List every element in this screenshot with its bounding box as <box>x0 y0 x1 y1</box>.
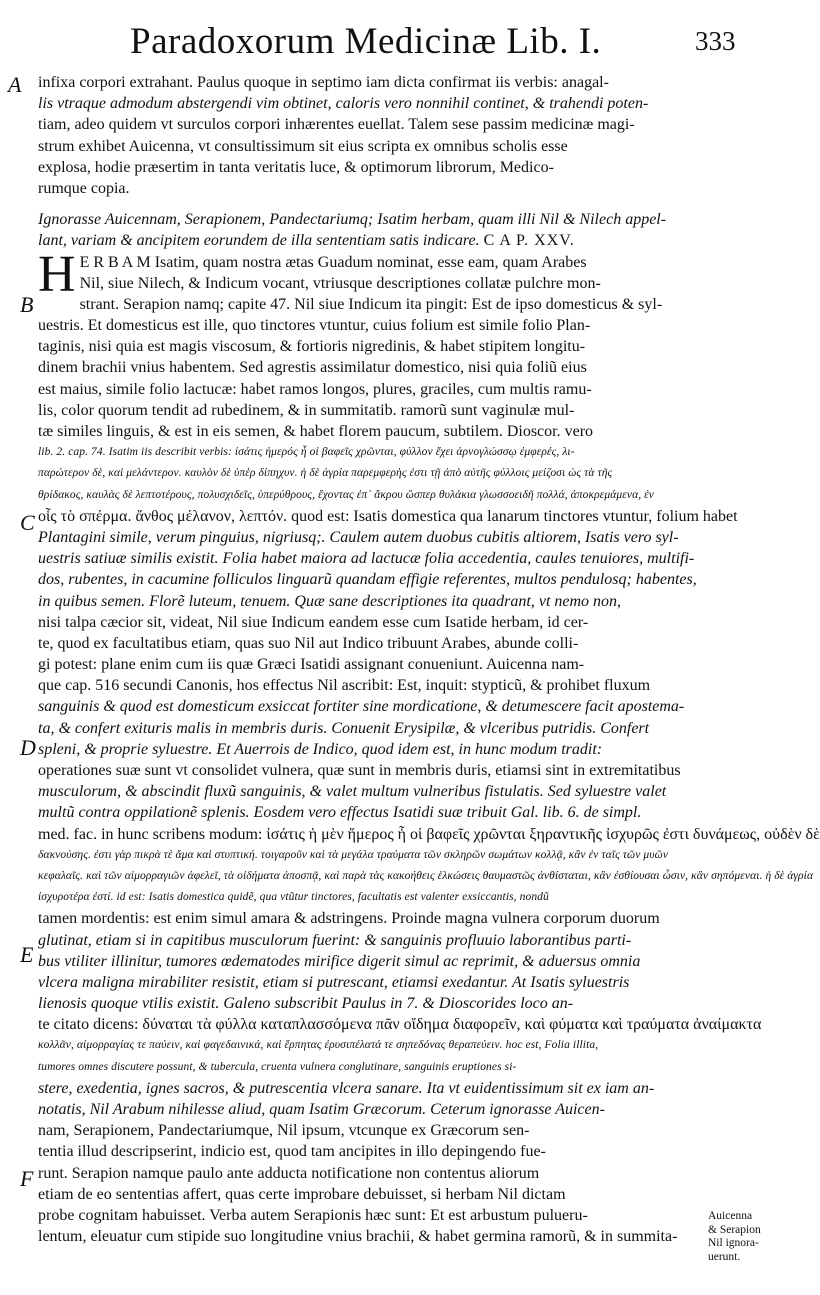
text-line: est maius, simile folio lactucæ: habet ramos longos, plures, graciles, cum multis ramu- <box>38 380 592 398</box>
margin-letter-f: F <box>20 1166 34 1191</box>
text-line: bus vtiliter illinitur, tumores œdematodes mirifice digerit simul ac reprimit, & aduersus omnia <box>38 952 641 970</box>
text-line: strant. Serapion namq; capite 47. Nil siue Indicum ita pingit: Est de ipso domesticus & syl- <box>79 295 663 313</box>
text-line: vlcera maligna mirabiliter resistit, etiam si putrescant, etiamsi exedantur. At Isatis syluestris <box>38 973 630 991</box>
text-line: tumores omnes discutere possunt, & tubercula, cruenta vulnera conglutinare, sanguinis eruptiones si- <box>38 1060 517 1073</box>
marginal-note-line: uerunt. <box>708 1250 741 1263</box>
paragraph-1 <box>38 72 728 199</box>
text-line: stere, exedentia, ignes sacros, & putrescentia vlcera sanare. Ita vt euidentissimum sit ex iam an- <box>38 1079 655 1097</box>
text-line: que cap. 516 secundi Canonis, hos effectus Nil ascribit: Est, inquit: stypticũ, & prohibet fluxum <box>38 677 651 695</box>
text-line: notatis, Nil Arabum nihilesse aliud, quam Isatim Græcorum. Ceterum ignorasse Auicen- <box>38 1101 605 1118</box>
marginal-note-line: & Serapion <box>708 1223 761 1236</box>
text-line: lienosis quoque vtilis existit. Galeno subscribit Paulus in 7. & Dioscorides loco an- <box>38 995 574 1013</box>
text-line: taginis, nisi quia est magis viscosum, & fortioris nigredinis, & habet stipitem longitu- <box>38 338 586 356</box>
text-line: nisi talpa cæcior sit, videat, Nil siue Indicum eandem esse cum Isatide herbam, id cer- <box>38 613 589 631</box>
margin-letter-a: A <box>8 72 22 97</box>
text-line: explosa, hodie præsertim in tanta veritatis luce, & optimorum librorum, Medico- <box>38 158 554 176</box>
text-line: dos, rubentes, in cacumine folliculos linguarũ quandam effigie referentes, multos pendulosq; habentes, <box>38 571 697 589</box>
text-line: ta, & confert exituris malis in membris duris. Conuenit Erysipilæ, & vlceribus putridis. Confert <box>38 719 650 737</box>
text-line: δακνούσης. ἐστι γὰρ πικρὰ τὲ ἅμα καὶ στυπτική. τοιγαροῦν καὶ τὰ μεγάλα τραύματα τῶν σκληρῶν σωμάτων κολλᾷ, κἂν ἐν ταῖς τῶν μυῶν <box>38 848 669 861</box>
text-line: Nil, siue Nilech, & Indicum vocant, vtriusque descriptiones collatæ pulchre mon- <box>79 274 601 292</box>
marginal-note <box>708 1210 798 1264</box>
text-line: probe cognitam habuisset. Verba autem Serapionis hæc sunt: Et est arbustum pulueru- <box>38 1206 588 1224</box>
chapter-summary-line: Ignorasse Auicennam, Serapionem, Pandectariumq; Isatim herbam, quam illi Nil & Nilech appel- <box>38 211 667 229</box>
margin-letter-e: E <box>20 942 34 967</box>
text-line: runt. Serapion namque paulo ante adducta notificatione non contentus aliorum <box>38 1164 540 1182</box>
text-line: te, quod ex facultatibus etiam, quas suo Nil aut Indico tribuunt Arabes, abunde colli- <box>38 634 579 652</box>
text-line: Plantagini simile, verum pinguius, nigriusq;. Caulem autem duobus cubitis altiorem, Isatis vero syl- <box>38 528 679 546</box>
text-line: med. fac. in hunc scribens modum: ἰσάτις ἡ μὲν ἥμερος ἧ οἱ βαφεῖς χρῶνται ξηραντικῆς ἰσχυρῶς ἐστι δυνάμεως, οὐδὲν δὲ <box>38 825 820 843</box>
text-line: uestris satiuæ similis existit. Folia habet maiora ad lactucæ folia accedentia, caules tenuiores, multifi- <box>38 550 695 568</box>
text-line: κολλᾶν, αἱμορραγίας τε παύειν, καὶ φαγεδαινικά, καὶ ἕρπητας ἐρυσιπέλατά τε σηπεδόνας θεραπεύειν. hoc est, Folia illita, <box>38 1039 599 1052</box>
page-number: 333 <box>695 26 736 56</box>
text-line: uestris. Et domesticus est ille, quo tinctores vtuntur, cuius folium est simile folio Plan- <box>38 317 591 335</box>
text-line: rumque copia. <box>38 179 130 197</box>
drop-cap-letter: H <box>38 245 76 303</box>
text-line: κεφαλαῖς. καὶ τῶν αἱμορραγιῶν ἀφελεῖ, τὰ οἰδήματα ἀποσπᾷ, καὶ παρὰ τὰς κακοήθεις ἑλκώσεις θαυμαστῶς ἀνθίσταται, κἂν ἐσθίουσαι ὦσιν, κἂν σηπόμεναι. ἡ δὲ ἀγρία <box>38 869 814 882</box>
text-line: nam, Serapionem, Pandectariumque, Nil ipsum, vtcunque ex Græcorum sen- <box>38 1122 530 1140</box>
margin-letter-c: C <box>20 510 35 535</box>
text-line: παρώτερον δὲ, καὶ μελάντερον. καυλὸν δὲ ὑπὲρ δίπηχυν. ἡ δὲ ἀγρία παρεμφερὴς ἐστι τῇ ἀπὸ αὐτῆς φύλλοις μείζοσι ὡς τὰ τῆς <box>38 467 613 480</box>
text-line: gi potest: plane enim cum iis quæ Græci Isatidi assignant conueniunt. Auicenna nam- <box>38 656 585 674</box>
text-line: te citato dicens: δύναται τὰ φύλλα καταπλασσόμενα πᾶν οἴδημα διαφορεῖν, καὶ φύματα καὶ τραύματα ἀναίμακτα <box>38 1016 762 1034</box>
text-line: lis, color quorum tendit ad rubedinem, & in summitatib. ramorũ sunt vaginulæ mul- <box>38 401 575 419</box>
chapter-summary-line: lant, variam & ancipitem eorundem de illa sententiam satis indicare. <box>38 232 480 250</box>
text-line: οἷς τὸ σπέρμα. ἄνθος μέλανον, λεπτόν. quod est: Isatis domestica qua lanarum tinctores vtuntur, folium habet <box>38 507 738 525</box>
text-line: infixa corpori extrahant. Paulus quoque in septimo iam dicta confirmat iis verbis: anagal- <box>38 74 609 91</box>
margin-letter-d: D <box>20 735 36 760</box>
text-line: in quibus semen. Florẽ luteum, tenuem. Quæ sane descriptiones ita quadrant, vt nemo non, <box>38 592 622 610</box>
text-line: tentia illud descripserint, indicio est, quod tam ancipites in illo depingendo fue- <box>38 1143 546 1161</box>
text-line: strum exhibet Auicenna, vt consultissimum sit eius scripta ex omnibus scholis esse <box>38 137 568 155</box>
text-line: ἰσχυροτέρα ἐστί. id est: Isatis domestica quidẽ, qua vtũtur tinctores, facultatis est valenter exsiccantis, nondũ <box>38 891 549 904</box>
text-line: etiam de eo sententias affert, quas certe improbare debuisset, si herbam Nil dictam <box>38 1185 566 1203</box>
text-line: E R B A M Isatim, quam nostra ætas Guadum nominat, esse eam, quam Arabes <box>79 253 587 271</box>
text-line: θρίδακος, καυλὰς δὲ λεπτοτέρους, πολυσχιδεῖς, ὑπερύθρους, ἔχοντας ἐπ᾽ ἄκρου ὥσπερ θυλάκια γλωσσοειδῆ πολλά, ἀποκρεμάμενα, ἐν <box>38 488 655 501</box>
text-line: multũ contra oppilationẽ splenis. Eosdem vero effectus Isatidi suæ tribuit Gal. lib. 6. de simpl. <box>38 804 642 822</box>
text-line: spleni, & proprie syluestre. Et Auerrois de Indico, quod idem est, in hunc modum tradit: <box>38 740 603 758</box>
text-line: lib. 2. cap. 74. Isatim iis describit verbis: ἰσάτις ἡμερός ἧ οἱ βαφεῖς χρῶνται, φύλλον ἔχει ἀρνογλώσσῳ ἐμφερές, λι- <box>38 446 575 459</box>
margin-letter-b: B <box>20 292 34 317</box>
text-line: tiam, adeo quidem vt surculos corpori inhærentes euellat. Talem sese passim medicinæ magi- <box>38 116 635 134</box>
text-line: tamen mordentis: est enim simul amara & adstringens. Proinde magna vulnera corporum duorum <box>38 910 660 928</box>
page-title: Paradoxorum Medicinæ Lib. I. <box>130 21 602 62</box>
text-line: lis vtraque admodum abstergendi vim obtinet, caloris vero nonnihil continet, & trahendi poten- <box>38 95 649 113</box>
text-line: tæ similes linguis, & est in eis semen, & habet florem paucum, subtilem. Dioscor. vero <box>38 423 594 440</box>
marginal-note-line: Nil ignora- <box>708 1237 759 1249</box>
chapter-number: C A P. XXV. <box>483 232 575 250</box>
text-line: glutinat, etiam si in capitibus musculorum fuerint: & sanguinis profluuio laborantibus parti- <box>38 931 632 949</box>
text-line: musculorum, & abscindit fluxũ sanguinis, & valet multum vulneribus fistulatis. Sed syluestre valet <box>38 783 667 801</box>
text-line: dinem brachii vnius habentem. Sed agrestis assimilatur domestico, nisi quia foliũ eius <box>38 359 587 377</box>
marginal-note-line: Auicenna <box>708 1210 753 1222</box>
text-line: sanguinis & quod est domesticum exsiccat fortiter sine mordicatione, & detumescere facit apostema- <box>38 698 685 716</box>
text-line: lentum, eleuatur cum stipide suo longitudine vnius brachii, & habet germina ramorũ, & in summita- <box>38 1228 678 1246</box>
chapter-heading <box>38 209 728 251</box>
text-line: operationes suæ sunt vt consolidet vulnera, quæ sunt in membris duris, etiamsi sint in extremitatibus <box>38 762 681 779</box>
running-head <box>0 14 800 62</box>
